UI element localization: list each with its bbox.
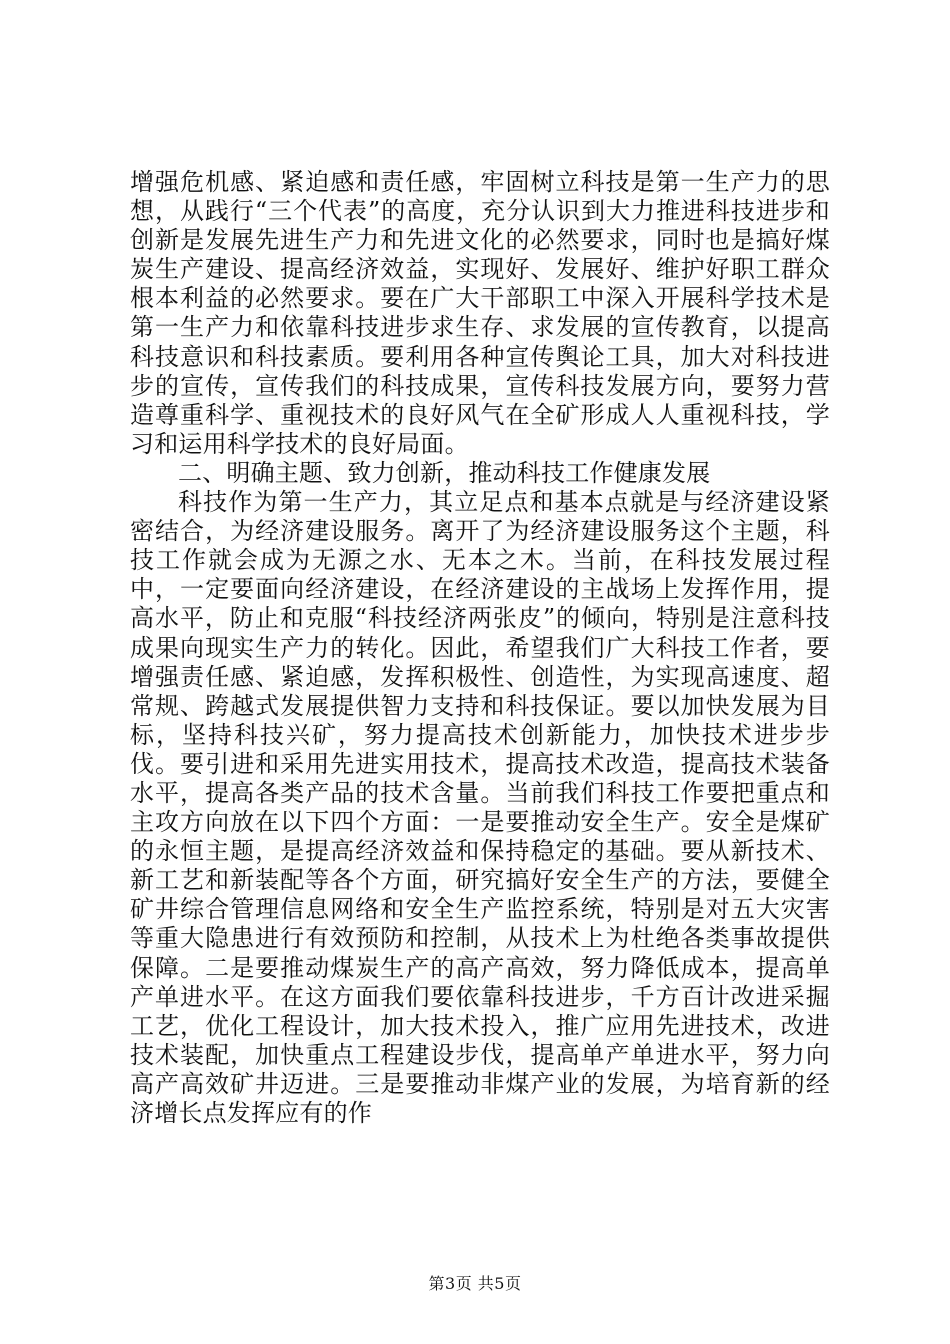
section-heading: 二、明确主题、致力创新，推动科技工作健康发展 (178, 458, 711, 487)
document-body (130, 168, 830, 1128)
paragraph-body: 科技作为第一生产力，其立足点和基本点就是与经济建设紧密结合，为经济建设服务。离开了为经济建设服务这个主题，科技工作就会成为无源之水、无本之木。当前，在科技发展过程中，一定要面向经济建设，在经济建设的主战场上发挥作用，提高水平，防止和克服“科技经济两张皮”的倾向，特别是注意科技成果向现实生产力的转化。因此，希望我们广大科技工作者，要增强责任感、紧迫感，发挥积极性、创造性，为实现高速度、超常规、跨越式发展提供智力支持和科技保证。要以加快发展为目标，坚持科技兴矿，努力提高技术创新能力，加快技术进步步伐。要引进和采用先进实用技术，提高技术改造，提高技术装备水平，提高各类产品的技术含量。当前我们科技工作要把重点和主攻方向放在以下四个方面：一是要推动安全生产。安全是煤矿的永恒主题，是提高经济效益和保持稳定的基础。要从新技术、新工艺和新装配等各个方面，研究搞好安全生产的方法，要健全矿井综合管理信息网络和安全生产监控系统，特别是对五大灾害等重大隐患进行有效预防和控制，从技术上为杜绝各类事故提供保障。二是要推动煤炭生产的高产高效，努力降低成本，提高单产单进水平。在这方面我们要依靠科技进步，千方百计改进采掘工艺，优化工程设计，加大技术投入，推广应用先进技术，改进技术装配，加快重点工程建设步伐，提高单产单进水平，努力向高产高效矿井迈进。三是要推动非煤产业的发展，为培育新的经济增长点发挥应有的作 (130, 488, 830, 1127)
page-number-footer: 第3页 共5页 (428, 1274, 522, 1293)
paragraph-continuation: 增强危机感、紧迫感和责任感，牢固树立科技是第一生产力的思想，从践行“三个代表”的高度，充分认识到大力推进科技进步和创新是发展先进生产力和先进文化的必然要求，同时也是搞好煤炭生产建设、提高经济效益，实现好、发展好、维护好职工群众根本利益的必然要求。要在广大干部职工中深入开展科学技术是第一生产力和依靠科技进步求生存、求发展的宣传教育，以提高科技意识和科技素质。要利用各种宣传舆论工具，加大对科技进步的宣传，宣传我们的科技成果，宣传科技发展方向，要努力营造尊重科学、重视技术的良好风气在全矿形成人人重视科技，学习和运用科学技术的良好局面。 (130, 168, 830, 458)
